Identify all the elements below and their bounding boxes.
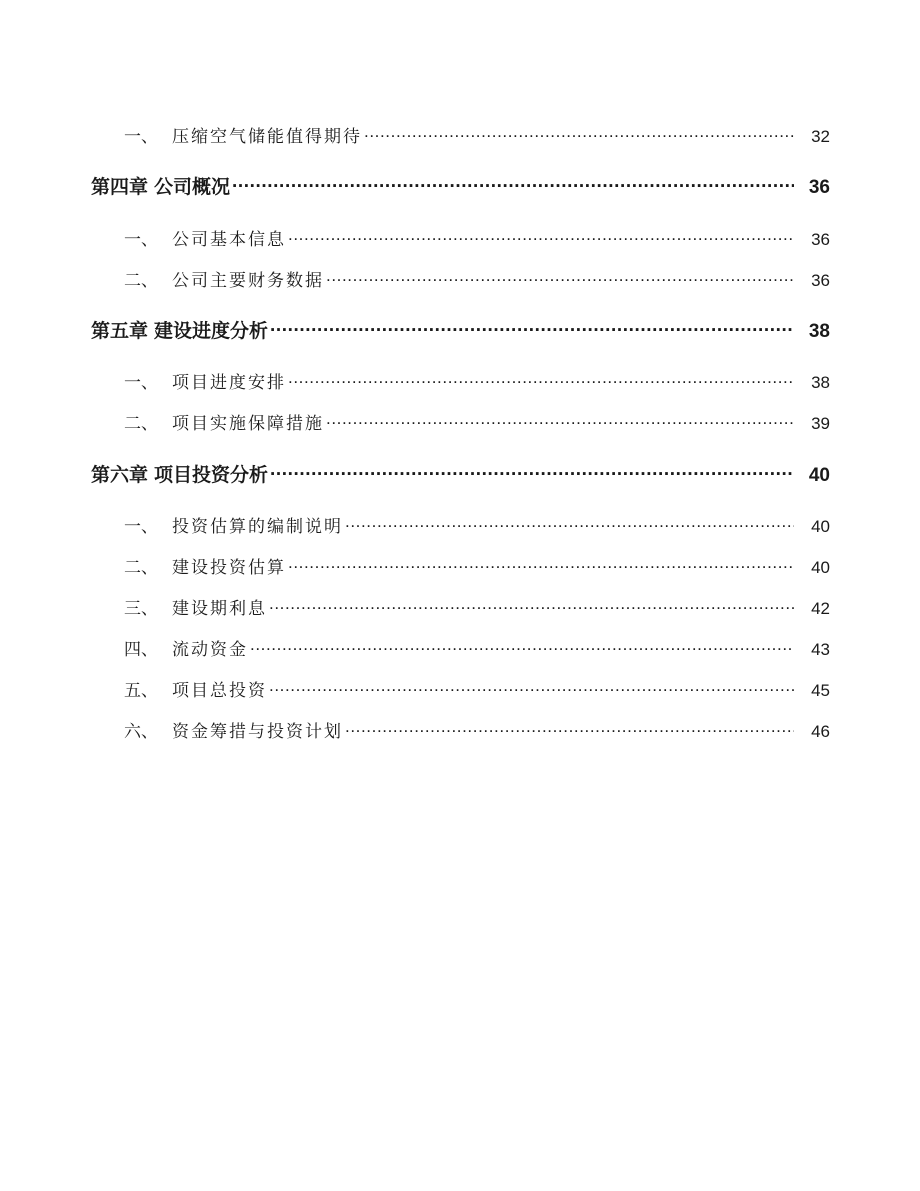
toc-entry-number: 二、 — [124, 414, 158, 434]
toc-chapter[interactable] — [0, 172, 920, 199]
toc-chapter-title: 公司概况 — [154, 176, 231, 198]
toc-chapter-number: 第四章 — [91, 176, 149, 198]
toc-entry-page: 39 — [811, 414, 830, 433]
toc-entry-title: 流动资金 — [172, 640, 248, 660]
toc-chapter-title: 建设进度分析 — [154, 320, 269, 342]
toc-entry[interactable] — [0, 594, 920, 619]
toc-dot-leader — [288, 556, 794, 573]
toc-entry-title: 项目总投资 — [172, 681, 267, 701]
toc-entry-title: 投资估算的编制说明 — [172, 517, 343, 537]
toc-entry[interactable] — [0, 266, 920, 291]
toc-entry-title: 项目实施保障措施 — [172, 414, 324, 434]
toc-entry-title: 公司主要财务数据 — [172, 271, 324, 291]
toc-entry-title: 压缩空气储能值得期待 — [172, 127, 362, 147]
toc-entry[interactable] — [0, 635, 920, 660]
toc-chapter-title: 项目投资分析 — [154, 464, 269, 486]
toc-entry-number: 三、 — [124, 599, 158, 619]
toc-entry[interactable] — [0, 553, 920, 578]
toc-dot-leader — [345, 515, 794, 532]
toc-chapter-page: 38 — [808, 321, 830, 342]
toc-dot-leader — [326, 412, 794, 429]
toc-entry[interactable] — [0, 512, 920, 537]
toc-dot-leader — [270, 318, 794, 337]
toc-entry-number: 一、 — [124, 517, 158, 537]
toc-entry-number: 五、 — [124, 681, 158, 701]
toc-entry-page: 38 — [811, 373, 830, 392]
toc-entry-page: 46 — [811, 722, 830, 741]
toc-chapter-page: 36 — [808, 177, 830, 198]
toc-entry-number: 二、 — [124, 558, 158, 578]
toc-entry-number: 一、 — [124, 127, 158, 147]
toc-entry-number: 一、 — [124, 230, 158, 250]
toc-entry-page: 40 — [811, 558, 830, 577]
toc-entry-page: 45 — [811, 681, 830, 700]
toc-chapter-number: 第五章 — [91, 320, 149, 342]
toc-dot-leader — [326, 269, 794, 286]
toc-entry-number: 四、 — [124, 640, 158, 660]
toc-entry-number: 六、 — [124, 722, 158, 742]
toc-dot-leader — [232, 174, 794, 193]
toc-entry-page: 36 — [811, 271, 830, 290]
toc-dot-leader — [364, 125, 794, 142]
toc-entry[interactable] — [0, 717, 920, 742]
toc-chapter-page: 40 — [808, 465, 830, 486]
toc-chapter-number: 第六章 — [91, 464, 149, 486]
toc-chapter[interactable] — [0, 316, 920, 343]
toc-entry-title: 项目进度安排 — [172, 373, 286, 393]
toc-dot-leader — [269, 679, 794, 696]
toc-entry-page: 42 — [811, 599, 830, 618]
toc-entry-number: 一、 — [124, 373, 158, 393]
toc-entry-title: 建设投资估算 — [172, 558, 286, 578]
toc-dot-leader — [250, 638, 794, 655]
toc-entry-title: 公司基本信息 — [172, 230, 286, 250]
toc-dot-leader — [288, 228, 794, 245]
toc-entry[interactable] — [0, 409, 920, 434]
toc-entry-title: 建设期利息 — [172, 599, 267, 619]
toc-entry-page: 32 — [811, 127, 830, 146]
toc-chapter[interactable] — [0, 460, 920, 487]
toc-dot-leader — [270, 462, 794, 481]
toc-entry-number: 二、 — [124, 271, 158, 291]
toc-entry[interactable] — [0, 122, 920, 147]
toc-dot-leader — [345, 720, 794, 737]
toc-entry-page: 40 — [811, 517, 830, 536]
toc-dot-leader — [269, 597, 794, 614]
toc-entry-page: 43 — [811, 640, 830, 659]
toc-entry[interactable] — [0, 368, 920, 393]
toc-dot-leader — [288, 371, 794, 388]
toc-entry[interactable] — [0, 225, 920, 250]
toc-entry[interactable] — [0, 676, 920, 701]
toc-entry-page: 36 — [811, 230, 830, 249]
toc-entry-title: 资金筹措与投资计划 — [172, 722, 343, 742]
